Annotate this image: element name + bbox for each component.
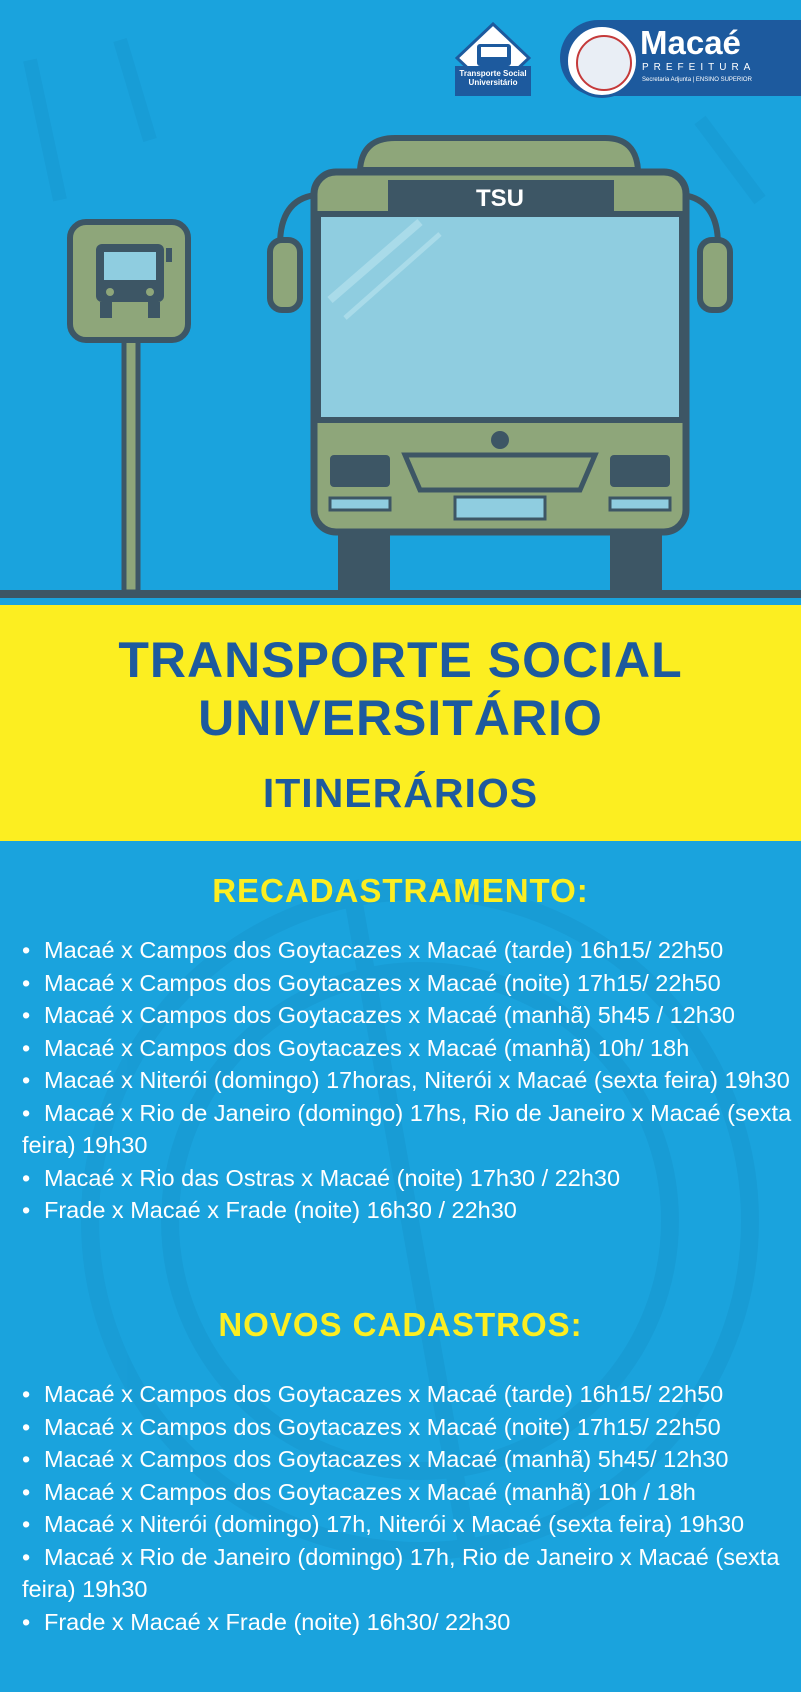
tsu-logo-line1: Transporte Social [459, 69, 527, 78]
macae-logo-name: Macaé [640, 24, 741, 61]
macae-seal-icon [565, 24, 639, 98]
bullet-icon: • [22, 1099, 31, 1126]
bullet-icon: • [22, 1413, 31, 1440]
itinerary-text: Macaé x Campos dos Goytacazes x Macaé (manhã) 10h / 18h [44, 1478, 696, 1505]
bullet-icon: • [22, 1002, 31, 1028]
itinerary-item [22, 1476, 792, 1509]
itinerary-text: Macaé x Rio das Ostras x Macaé (noite) 17h30 / 22h30 [44, 1164, 621, 1191]
recadastramento-heading: RECADASTRAMENTO: [212, 872, 589, 909]
itinerary-item [22, 1194, 792, 1227]
itinerary-item [22, 1097, 792, 1162]
bullet-icon: • [22, 1446, 31, 1472]
tsu-logo-line2: Universitário [468, 78, 518, 87]
banner-title-line1: TRANSPORTE SOCIAL [118, 632, 683, 688]
itinerary-text: Macaé x Rio de Janeiro (domingo) 17hs, Rio de Janeiro x Macaé (sexta feira) 19h30 [22, 1099, 792, 1158]
banner-title-line2: UNIVERSITÁRIO [198, 690, 603, 746]
macae-logo-secretary: Secretaria Adjunta | ENSINO SUPERIOR [642, 77, 752, 83]
novos-cadastros-list [22, 1378, 792, 1638]
itinerary-text: Macaé x Rio de Janeiro (domingo) 17h, Rio de Janeiro x Macaé (sexta feira) 19h30 [22, 1543, 780, 1602]
tsu-logo-label [455, 69, 531, 87]
bullet-icon: • [22, 1608, 31, 1635]
itinerary-item [22, 1508, 792, 1541]
itinerary-item [22, 1162, 792, 1195]
itinerary-text: Macaé x Campos dos Goytacazes x Macaé (noite) 17h15/ 22h50 [44, 1413, 721, 1440]
itinerary-text: Frade x Macaé x Frade (noite) 16h30/ 22h30 [44, 1608, 511, 1635]
bullet-icon: • [22, 1543, 31, 1570]
bullet-icon: • [22, 1511, 31, 1537]
itinerary-text: Macaé x Campos dos Goytacazes x Macaé (tarde) 16h15/ 22h50 [44, 937, 724, 963]
itinerary-text: Frade x Macaé x Frade (noite) 16h30 / 22h30 [44, 1197, 517, 1223]
bullet-icon: • [22, 1164, 31, 1191]
bullet-icon: • [22, 1067, 31, 1093]
itinerary-item [22, 934, 792, 967]
macae-logo-subtitle: PREFEITURA [642, 62, 756, 73]
itinerary-text: Macaé x Campos dos Goytacazes x Macaé (manhã) 10h/ 18h [44, 1034, 690, 1061]
itinerary-text: Macaé x Campos dos Goytacazes x Macaé (manhã) 5h45 / 12h30 [44, 1002, 736, 1028]
itinerary-text: Macaé x Campos dos Goytacazes x Macaé (noite) 17h15/ 22h50 [44, 969, 721, 996]
itinerary-item [22, 1032, 792, 1065]
itinerary-item [22, 999, 792, 1032]
itinerary-text: Macaé x Niterói (domingo) 17h, Niterói x Macaé (sexta feira) 19h30 [44, 1511, 745, 1537]
itinerary-item [22, 1541, 792, 1606]
recadastramento-list [22, 934, 792, 1227]
macae-prefeitura-logo [560, 20, 801, 96]
banner-subtitle: ITINERÁRIOS [262, 770, 539, 816]
itinerary-text: Macaé x Niterói (domingo) 17horas, Niterói x Macaé (sexta feira) 19h30 [44, 1067, 790, 1093]
bullet-icon: • [22, 969, 31, 996]
itinerary-item [22, 1443, 792, 1476]
title-banner [0, 605, 801, 841]
bullet-icon: • [22, 1381, 31, 1407]
itinerary-item [22, 1411, 792, 1444]
bullet-icon: • [22, 1034, 31, 1061]
itinerary-item [22, 1378, 792, 1411]
itinerary-text: Macaé x Campos dos Goytacazes x Macaé (tarde) 16h15/ 22h50 [44, 1381, 724, 1407]
itinerary-item [22, 1064, 792, 1097]
novos-cadastros-heading: NOVOS CADASTROS: [218, 1306, 583, 1343]
itinerary-text: Macaé x Campos dos Goytacazes x Macaé (manhã) 5h45/ 12h30 [44, 1446, 729, 1472]
bullet-icon: • [22, 1197, 31, 1223]
itinerary-item [22, 967, 792, 1000]
bullet-icon: • [22, 937, 31, 963]
bullet-icon: • [22, 1478, 31, 1505]
itinerary-item [22, 1606, 792, 1639]
bus-sign-text: TSU [476, 185, 524, 212]
